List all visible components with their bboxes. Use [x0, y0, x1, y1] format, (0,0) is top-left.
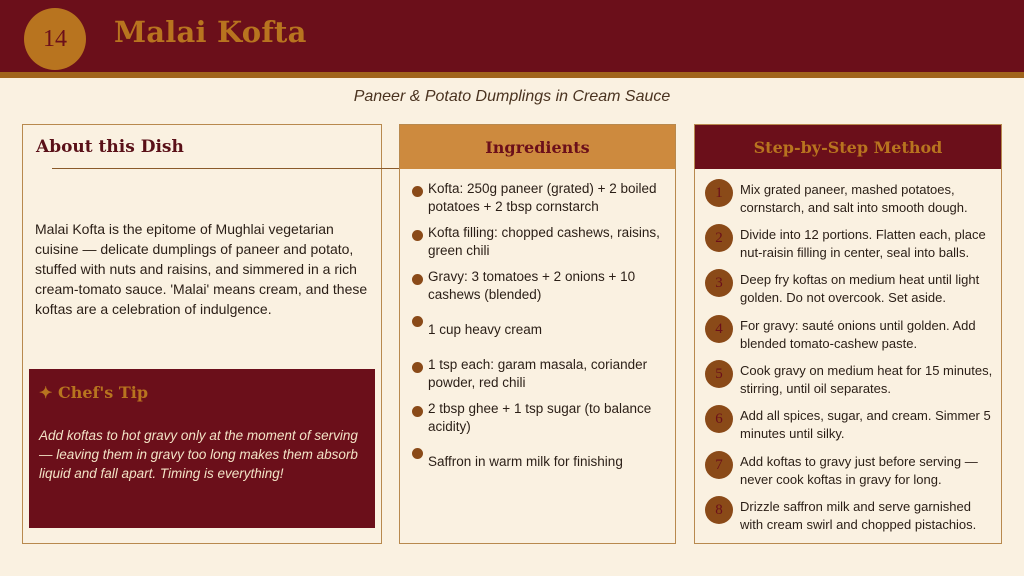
step-text: Drizzle saffron milk and serve garnished with cream swirl and chopped pistachios.	[740, 499, 977, 532]
about-heading: About this Dish	[36, 137, 184, 157]
step-text: Add koftas to gravy just before serving — never cook koftas in gravy for long.	[740, 454, 978, 487]
step-number: 7	[705, 451, 733, 479]
bullet-icon	[412, 448, 423, 459]
recipe-number-badge: 14	[24, 8, 86, 70]
step-number: 5	[705, 360, 733, 388]
ingredient-text: Kofta: 250g paneer (grated) + 2 boiled potatoes + 2 tbsp cornstarch	[428, 181, 657, 214]
step-text: Deep fry koftas on medium heat until light golden. Do not overcook. Set aside.	[740, 272, 980, 305]
chef-tip-heading: ✦ Chef's Tip	[39, 383, 149, 402]
bullet-icon	[412, 316, 423, 327]
bullet-icon	[412, 230, 423, 241]
ingredient-text: 1 tsp each: garam masala, coriander powder, red chili	[428, 357, 648, 390]
step-number: 3	[705, 269, 733, 297]
step-text: For gravy: sauté onions until golden. Add blended tomato-cashew paste.	[740, 318, 976, 351]
method-panel	[694, 124, 1002, 544]
step-text: Add all spices, sugar, and cream. Simmer 5 minutes until silky.	[740, 408, 991, 441]
page-title: Malai Kofta	[114, 15, 307, 49]
header-divider	[0, 72, 1024, 78]
step-number: 8	[705, 496, 733, 524]
ingredient-text: Gravy: 3 tomatoes + 2 onions + 10 cashews (blended)	[428, 269, 636, 302]
step-text: Mix grated paneer, mashed potatoes, cornstarch, and salt into smooth dough.	[740, 182, 968, 215]
step-number: 1	[705, 179, 733, 207]
page-subtitle: Paneer & Potato Dumplings in Cream Sauce	[353, 88, 671, 105]
bullet-icon	[412, 274, 423, 285]
method-heading: Step-by-Step Method	[695, 125, 1001, 169]
chef-tip-box	[29, 369, 375, 528]
ingredients-panel	[399, 124, 676, 544]
about-divider	[52, 168, 430, 169]
ingredient-text: Kofta filling: chopped cashews, raisins, green chili	[428, 225, 660, 258]
ingredient-text: Saffron in warm milk for finishing	[428, 454, 623, 469]
title-bar	[0, 0, 1024, 72]
chef-tip-text: Add koftas to hot gravy only at the moment of serving — leaving them in gravy too long makes them absorb liquid and fall apart. Timing is everything!	[39, 428, 358, 481]
bullet-icon	[412, 362, 423, 373]
step-number: 2	[705, 224, 733, 252]
step-text: Divide into 12 portions. Flatten each, place nut-raisin filling in center, seal into balls.	[740, 227, 986, 260]
about-panel	[22, 124, 382, 544]
step-number: 6	[705, 405, 733, 433]
step-text: Cook gravy on medium heat for 15 minutes, stirring, until oil separates.	[740, 363, 993, 396]
ingredient-text: 2 tbsp ghee + 1 tsp sugar (to balance acidity)	[428, 401, 652, 434]
step-number: 4	[705, 315, 733, 343]
ingredient-text: 1 cup heavy cream	[428, 322, 543, 337]
ingredients-heading: Ingredients	[400, 125, 675, 169]
bullet-icon	[412, 186, 423, 197]
about-description: Malai Kofta is the epitome of Mughlai vegetarian cuisine — delicate dumplings of paneer and potato, stuffed with nuts and raisins, and simmered in a rich cream-tomato sauce. 'Malai' means cream, and these koftas are a celebration of indulgence.	[35, 221, 368, 317]
bullet-icon	[412, 406, 423, 417]
